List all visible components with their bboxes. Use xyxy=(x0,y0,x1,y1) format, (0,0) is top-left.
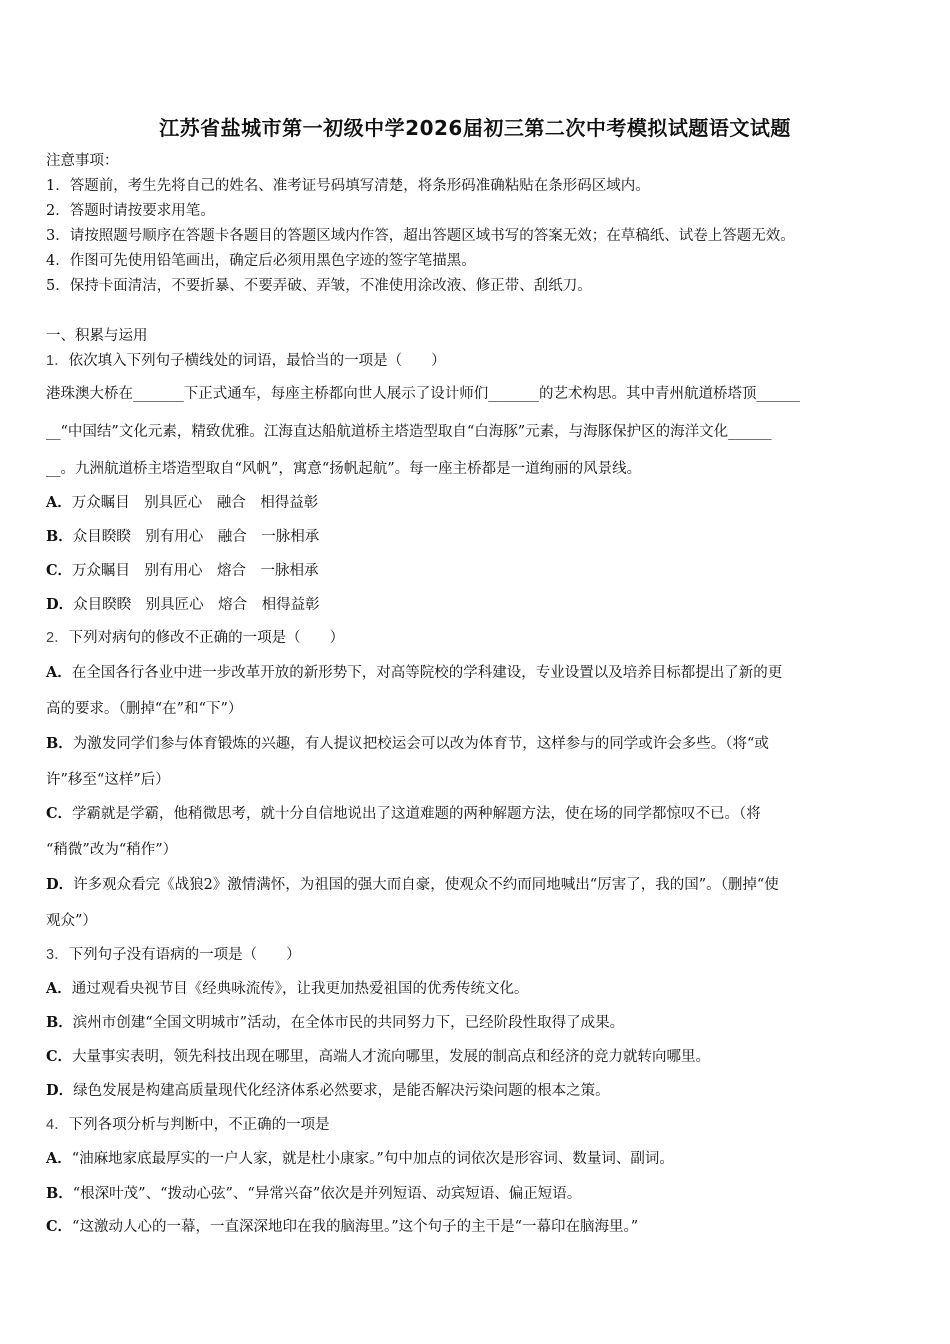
notice-item: 1．答题前，考生先将自己的姓名、准考证号码填写清楚，将条形码准确粘贴在条形码区域内。 xyxy=(46,178,650,194)
option-d xyxy=(46,875,779,895)
option-d-cont: 观众”） xyxy=(46,913,97,929)
option-label: B． xyxy=(46,1014,73,1031)
notice-item: 3．请按照题号顺序在答题卡各题目的答题区域内作答，超出答题区域书写的答案无效；在草稿纸、试卷上答题无效。 xyxy=(46,228,795,244)
passage-line: __。九洲航道桥主塔造型取自“风帆”，寓意“扬帆起航”。每一座主桥都是一道绚丽的风景线。 xyxy=(46,461,642,477)
option-b xyxy=(46,1184,581,1204)
page-title: 江苏省盐城市第一初级中学2026届初三第二次中考模拟试题语文试题 xyxy=(159,116,791,140)
option-label: C． xyxy=(46,562,73,579)
option-c xyxy=(46,561,319,581)
option-text: 万众瞩目 别具匠心 融合 相得益彰 xyxy=(71,495,319,511)
option-label: B． xyxy=(46,528,73,545)
option-text: 万众瞩目 别有用心 熔合 一脉相承 xyxy=(72,563,319,579)
option-text: 通过观看央视节目《经典咏流传》，让我更加热爱祖国的优秀传统文化。 xyxy=(71,981,529,997)
question-number: 1． xyxy=(46,353,69,369)
option-text: 绿色发展是构建高质量现代化经济体系必然要求，是能否解决污染问题的根本之策。 xyxy=(73,1083,610,1099)
question-number: 3． xyxy=(46,947,69,963)
option-d xyxy=(46,595,320,615)
passage-line: __“中国结”文化元素，精致优雅。江海直达船航道桥主塔造型取自“白海豚”元素，与海豚保护区的海洋文化______ xyxy=(46,424,772,440)
question-text: 下列句子没有语病的一项是（ ） xyxy=(68,947,301,963)
question-2-stem xyxy=(46,628,344,648)
option-label: C． xyxy=(46,1218,73,1235)
option-c xyxy=(46,1047,710,1067)
option-label: C． xyxy=(46,805,73,822)
option-label: B． xyxy=(46,1185,73,1202)
option-text: 滨州市创建“全国文明城市”活动，在全体市民的共同努力下，已经阶段性取得了成果。 xyxy=(72,1015,625,1031)
option-a xyxy=(46,493,318,513)
option-a-cont: 高的要求。（删掉“在”和“下”） xyxy=(46,701,243,717)
question-4-stem xyxy=(46,1115,330,1135)
passage-line: 港珠澳大桥在_______下正式通车，每座主桥都向世人展示了设计师们_______的艺术构思。其中青州航道桥塔顶______ xyxy=(46,386,800,402)
option-text: 在全国各行各业中进一步改革开放的新形势下，对高等院校的学科建设，专业设置以及培养目标都提出了新的更 xyxy=(71,665,783,681)
notice-item: 5．保持卡面清洁，不要折暴、不要弄破、弄皱，不准使用涂改液、修正带、刮纸刀。 xyxy=(46,278,592,294)
option-label: A． xyxy=(46,1150,72,1167)
option-label: A． xyxy=(46,664,72,681)
option-a xyxy=(46,663,782,683)
option-text: 众目睽睽 别具匠心 熔合 相得益彰 xyxy=(73,597,320,613)
option-a xyxy=(46,979,529,999)
option-b-cont: 许”移至“这样”后） xyxy=(46,772,170,788)
option-c xyxy=(46,1217,638,1237)
option-label: D． xyxy=(46,876,74,893)
option-c xyxy=(46,804,761,824)
option-text: “油麻地家底最厚实的一户人家，就是杜小康家。”句中加点的词依次是形容词、数量词、副词。 xyxy=(71,1151,674,1167)
question-number: 4． xyxy=(46,1117,69,1133)
option-text: 大量事实表明，领先科技出现在哪里，高端人才流向哪里，发展的制高点和经济的竞力就转向哪里。 xyxy=(72,1049,711,1065)
notice-item: 2．答题时请按要求用笔。 xyxy=(46,203,215,219)
option-c-cont: “稍微”改为“稍作”） xyxy=(46,842,178,858)
question-number: 2． xyxy=(46,630,69,646)
option-b xyxy=(46,1013,624,1033)
option-b xyxy=(46,734,769,754)
option-b xyxy=(46,527,319,547)
option-text: 学霸就是学霸，他稍微思考，就十分自信地说出了这道难题的两种解题方法，使在场的同学都惊叹不已。（将 xyxy=(72,806,761,822)
question-text: 依次填入下列句子横线处的词语，最恰当的一项是（ ） xyxy=(68,353,446,369)
option-label: A． xyxy=(46,980,72,997)
notice-heading: 注意事项： xyxy=(46,153,119,169)
question-1-stem xyxy=(46,351,446,371)
option-label: C． xyxy=(46,1048,73,1065)
option-label: A． xyxy=(46,494,72,511)
option-text: “根深叶茂”、“拨动心弦”、“异常兴奋”依次是并列短语、动宾短语、偏正短语。 xyxy=(72,1186,582,1202)
option-text: 许多观众看完《战狼2》激情满怀，为祖国的强大而自豪，使观众不约而同地喊出“厉害了，我的国”。（删掉“使 xyxy=(73,877,779,893)
question-text: 下列各项分析与判断中，不正确的一项是 xyxy=(68,1117,330,1133)
option-label: D． xyxy=(46,1082,74,1099)
option-label: B． xyxy=(46,735,73,752)
option-text: “这激动人心的一幕，一直深深地印在我的脑海里。”这个句子的主干是“一幕印在脑海里。” xyxy=(72,1219,639,1235)
option-label: D． xyxy=(46,596,74,613)
notice-item: 4．作图可先使用铅笔画出，确定后必须用黑色字迹的签字笔描黑。 xyxy=(46,253,476,269)
section-heading: 一、积累与运用 xyxy=(46,328,148,344)
option-text: 为激发同学们参与体育锻炼的兴趣，有人提议把校运会可以改为体育节，这样参与的同学或许会多些。（将“或 xyxy=(72,736,769,752)
question-3-stem xyxy=(46,945,301,965)
option-a xyxy=(46,1149,674,1169)
question-text: 下列对病句的修改不正确的一项是（ ） xyxy=(68,630,345,646)
option-text: 众目睽睽 别有用心 融合 一脉相承 xyxy=(72,529,320,545)
option-d xyxy=(46,1081,610,1101)
